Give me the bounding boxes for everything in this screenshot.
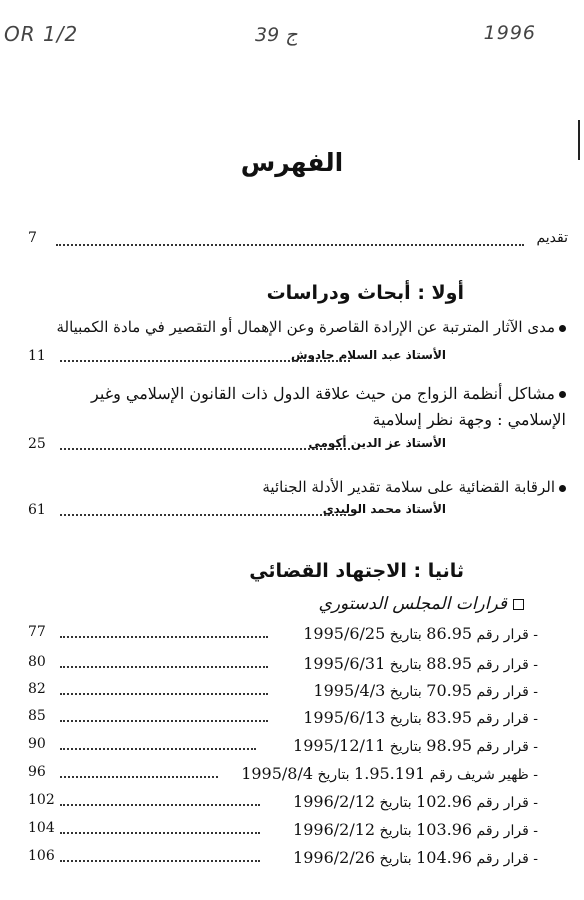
bullet-icon: [559, 325, 566, 332]
article-author-row: [28, 348, 446, 370]
decision-row: [28, 764, 538, 786]
decision-row: [28, 848, 538, 870]
decision-row: [28, 736, 538, 758]
page-number: 102: [28, 792, 55, 808]
handwritten-reference: OR 1/2: [4, 22, 79, 46]
dot-leader: [60, 804, 260, 806]
handwritten-number: 39 ج: [255, 24, 298, 46]
dot-leader: [60, 832, 260, 834]
page-number: 104: [28, 820, 55, 836]
page-number: 25: [28, 436, 46, 452]
page-number: 80: [28, 654, 46, 670]
page-number: 82: [28, 681, 46, 697]
bullet-icon: [559, 391, 566, 398]
author-name: الأستاذ محمد الوليدي: [322, 502, 446, 516]
toc-intro-row: [28, 230, 568, 254]
dot-leader: [56, 244, 524, 246]
section-heading-research: أولا : أبحاث ودراسات: [266, 282, 464, 304]
dot-leader: [60, 860, 260, 862]
article-author-row: [28, 502, 446, 524]
square-bullet-icon: [513, 599, 524, 610]
decision-text: - قرار رقم 102.96 بتاريخ 1996/2/12: [293, 792, 538, 811]
section-heading-jurisprudence: ثانيا : الاجتهاد القضائي: [249, 560, 464, 582]
author-name: الأستاذ عز الدين أكومي: [308, 436, 446, 450]
decision-row: [28, 708, 538, 730]
handwritten-year: 1996: [483, 22, 536, 44]
page-number: 90: [28, 736, 46, 752]
decision-text: - قرار رقم 70.95 بتاريخ 1995/4/3: [313, 681, 538, 700]
decision-text: - قرار رقم 88.95 بتاريخ 1995/6/31: [303, 654, 538, 673]
bullet-icon: [559, 485, 566, 492]
dot-leader: [60, 693, 268, 695]
dot-leader: [60, 514, 350, 516]
article-author-row: [28, 436, 446, 458]
page-number: 85: [28, 708, 46, 724]
page-number: 11: [28, 348, 46, 364]
decision-text: - قرار رقم 83.95 بتاريخ 1995/6/13: [303, 708, 538, 727]
dot-leader: [60, 636, 268, 638]
decision-text: - قرار رقم 98.95 بتاريخ 1995/12/11: [293, 736, 538, 755]
page-number: 7: [28, 230, 37, 246]
decision-row: [28, 681, 538, 703]
dot-leader: [60, 448, 350, 450]
decision-row: [28, 624, 538, 646]
page-number: 96: [28, 764, 46, 780]
decision-row: [28, 792, 538, 814]
article-title: مدى الآثار المترتبة عن الإرادة القاصرة وعن الإهمال أو التقصير في مادة الكمبيالة: [56, 318, 566, 336]
decision-text: - قرار رقم 104.96 بتاريخ 1996/2/26: [293, 848, 538, 867]
dot-leader: [60, 776, 218, 778]
page-number: 77: [28, 624, 46, 640]
dot-leader: [60, 360, 350, 362]
page-number: 61: [28, 502, 46, 518]
decision-row: [28, 820, 538, 842]
page-title: الفهرس: [240, 148, 344, 177]
dot-leader: [60, 666, 268, 668]
dot-leader: [60, 748, 256, 750]
decision-text: - قرار رقم 86.95 بتاريخ 1995/6/25: [303, 624, 538, 643]
decision-row: [28, 654, 538, 676]
article-title: مشاكل أنظمة الزواج من حيث علاقة الدول ذات القانون الإسلامي وغير: [91, 384, 566, 403]
article-title: الرقابة القضائية على سلامة تقدير الأدلة الجنائية: [262, 478, 566, 496]
dot-leader: [60, 720, 268, 722]
decision-text: - ظهير شريف رقم 1.95.191 بتاريخ 1995/8/4: [241, 764, 538, 783]
intro-label: تقديم: [536, 230, 568, 246]
page-number: 106: [28, 848, 55, 864]
article-title-continued: الإسلامي : وجهة نظر إسلامية: [372, 410, 566, 429]
decision-text: - قرار رقم 103.96 بتاريخ 1996/2/12: [293, 820, 538, 839]
subsection-heading: قرارات المجلس الدستوري: [319, 594, 524, 614]
author-name: الأستاذ عبد السلام حادوش: [290, 348, 446, 362]
